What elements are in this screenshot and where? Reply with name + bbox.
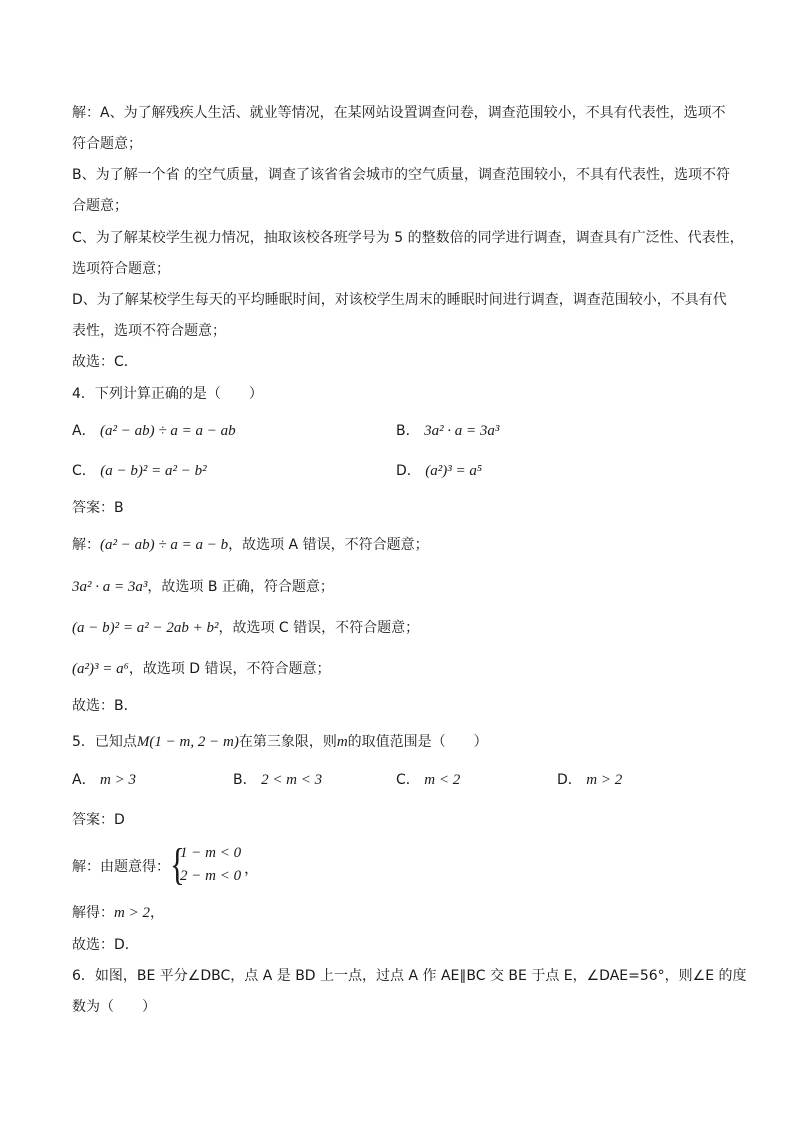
q4-solution-line	[72, 660, 724, 678]
solution-text: ，故选项 A 错误，不符合题意；	[228, 537, 429, 553]
q3-solution-line: 选项符合题意；	[72, 261, 170, 277]
q5-option-a	[72, 771, 136, 789]
stem-text: 的取值范围是（ ）	[347, 734, 488, 750]
inequality-end: ，	[244, 861, 260, 877]
q4-solution-line	[72, 578, 724, 596]
option-math: 2 < m < 3	[261, 772, 323, 788]
option-label: B．	[396, 423, 420, 439]
q4-solution-line	[72, 536, 724, 554]
option-label: C．	[396, 772, 420, 788]
q5-choice: 故选：D．	[72, 937, 139, 953]
solve-prefix: 解得：	[72, 905, 114, 921]
brace-symbol: {	[170, 840, 185, 889]
q3-solution-line: 表性，选项不符合题意；	[72, 323, 226, 339]
stem-math: M(1 − m, 2 − m)	[136, 734, 239, 750]
q3-solution-line: 合题意；	[72, 198, 128, 214]
q5-answer: 答案：D	[72, 812, 125, 828]
q4-solution-line	[72, 619, 724, 637]
inequality-line: 1 − m < 0	[180, 845, 242, 861]
q4-option-b	[396, 422, 499, 440]
option-label: D．	[557, 772, 582, 788]
option-math: 3a² · a = 3a³	[424, 423, 500, 439]
q5-solve-line	[72, 904, 724, 922]
q5-option-b	[233, 771, 322, 789]
q3-solution-line: D、为了解某校学生每天的平均睡眠时间，对该校学生周末的睡眠时间进行调查，调查范围较小，不具有代	[72, 292, 727, 308]
q4-stem: 4．下列计算正确的是（ ）	[72, 386, 263, 402]
q6-stem-line: 数为（ ）	[72, 999, 156, 1015]
q4-choice: 故选：B．	[72, 698, 138, 714]
option-label: A．	[72, 772, 96, 788]
option-label: C．	[72, 463, 96, 479]
option-math: (a² − ab) ÷ a = a − ab	[100, 423, 236, 439]
q4-option-d	[396, 462, 482, 480]
q5-option-d	[557, 771, 622, 789]
solution-text: ，故选项 B 正确，符合题意；	[147, 579, 334, 595]
q5-solution-prefix: 解：由题意得：	[72, 859, 170, 875]
q5-stem	[72, 733, 724, 751]
option-math: m < 2	[424, 772, 461, 788]
solution-prefix: 解：	[72, 537, 100, 553]
inequality-system	[170, 840, 260, 889]
solution-math: (a²)³ = a⁶	[72, 661, 129, 677]
solution-math: (a − b)² = a² − 2ab + b²	[72, 620, 219, 636]
option-label: D．	[396, 463, 421, 479]
solve-end: ，	[149, 905, 164, 921]
solution-text: ，故选项 D 错误，不符合题意；	[128, 661, 331, 677]
q5-option-c	[396, 771, 460, 789]
q3-solution-line: B、为了解一个省 的空气质量，调查了该省省会城市的空气质量，调查范围较小，不具有代表性，选项不符	[72, 167, 731, 183]
q4-option-a	[72, 422, 236, 440]
option-label: A．	[72, 423, 96, 439]
solve-math: m > 2	[114, 905, 150, 921]
q3-solution-line: 符合题意；	[72, 136, 142, 152]
option-math: m > 2	[586, 772, 623, 788]
solution-math: 3a² · a = 3a³	[72, 579, 148, 595]
q4-answer: 答案：B	[72, 500, 124, 516]
option-math: m > 3	[100, 772, 136, 788]
option-math: (a²)³ = a⁵	[425, 463, 483, 479]
option-label: B．	[233, 772, 257, 788]
solution-text: ，故选项 C 错误，不符合题意；	[218, 620, 420, 636]
stem-math: m	[336, 734, 348, 750]
q3-choice: 故选：C．	[72, 354, 138, 370]
q4-option-c	[72, 462, 207, 480]
solution-math: (a² − ab) ÷ a = a − b	[100, 537, 229, 553]
q3-solution-line: C、为了解某校学生视力情况，抽取该校各班学号为 5 的整数倍的同学进行调查，调查具有广泛性、代表性，	[72, 230, 744, 246]
stem-text: 5．已知点	[72, 734, 137, 750]
inequality-line: 2 − m < 0	[180, 868, 242, 884]
q6-stem-line: 6．如图，BE 平分∠DBC，点 A 是 BD 上一点，过点 A 作 AE∥BC 交 BE 于点 E，∠DAE=56°，则∠E 的度	[72, 968, 747, 984]
q3-solution-line: 解：A、为了解残疾人生活、就业等情况，在某网站设置调查问卷，调查范围较小，不具有代表性，选项不	[72, 105, 726, 121]
option-math: (a − b)² = a² − b²	[100, 463, 207, 479]
stem-text: 在第三象限，则	[238, 734, 337, 750]
